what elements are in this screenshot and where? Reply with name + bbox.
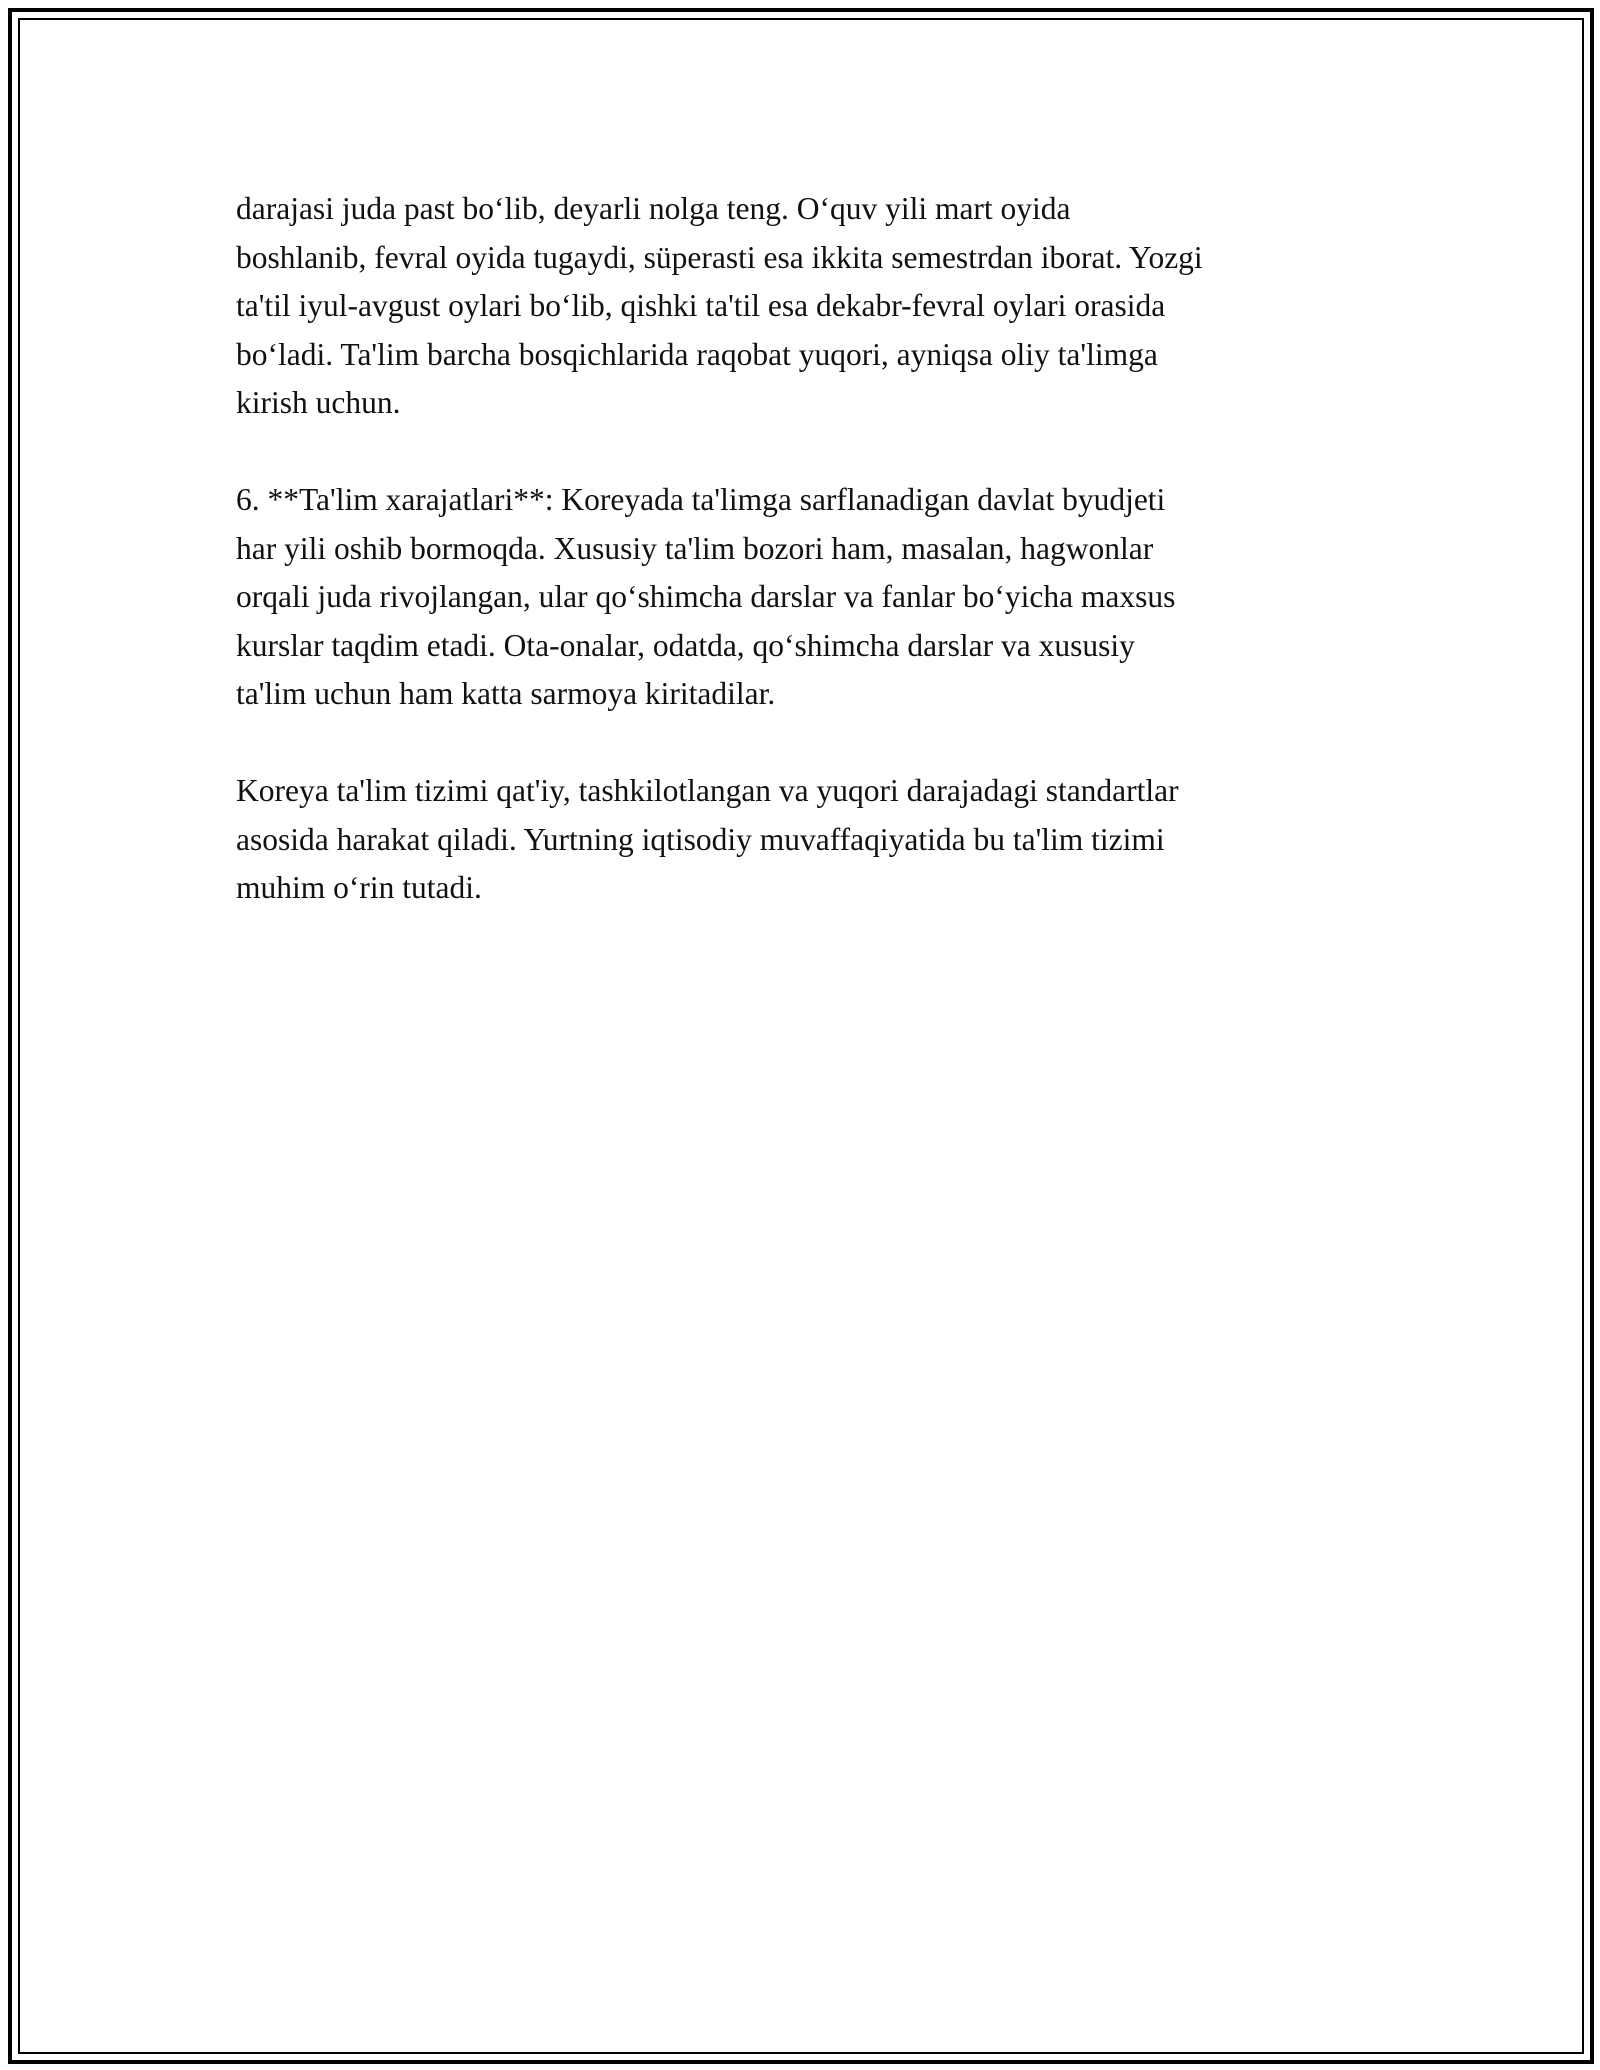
text-line: kurslar taqdim etadi. Ota-onalar, odatda, qo‘shimcha darslar va xususiy	[236, 627, 1135, 663]
text-line: asosida harakat qiladi. Yurtning iqtisodiy muvaffaqiyatida bu ta'lim tizimi	[236, 821, 1165, 857]
text-line: muhim o‘rin tutadi.	[236, 870, 482, 905]
text-line: Koreya ta'lim tizimi qat'iy, tashkilotlangan va yuqori darajadagi standartlar	[236, 773, 1179, 808]
text-line: darajasi juda past bo‘lib, deyarli nolga teng. O‘quv yili mart oyida	[236, 191, 1071, 226]
text-line: ta'til iyul-avgust oylari bo‘lib, qishki ta'til esa dekabr-fevral oylari orasida	[236, 288, 1166, 323]
text-line: har yili oshib bormoqda. Xususiy ta'lim bozori ham, masalan, hagwonlar	[236, 530, 1154, 566]
text-line: bo‘ladi. Ta'lim barcha bosqichlarida raqobat yuqori, ayniqsa oliy ta'limga	[236, 336, 1158, 372]
text-line: 6. **Ta'lim xarajatlari**: Koreyada ta'limga sarflanadigan davlat byudjeti	[236, 482, 1166, 517]
text-line: boshlanib, fevral oyida tugaydi, süperasti esa ikkita semestrdan iborat. Yozgi	[236, 239, 1203, 275]
paragraph-conclusion	[236, 767, 1386, 913]
text-line: ta'lim uchun ham katta sarmoya kiritadilar.	[236, 676, 776, 711]
paragraph-education-expenses	[236, 476, 1386, 719]
text-line: kirish uchun.	[236, 385, 401, 420]
text-line: orqali juda rivojlangan, ular qo‘shimcha darslar va fanlar bo‘yicha maxsus	[236, 579, 1176, 614]
document-body	[236, 185, 1386, 961]
paragraph-school-year	[236, 185, 1386, 428]
